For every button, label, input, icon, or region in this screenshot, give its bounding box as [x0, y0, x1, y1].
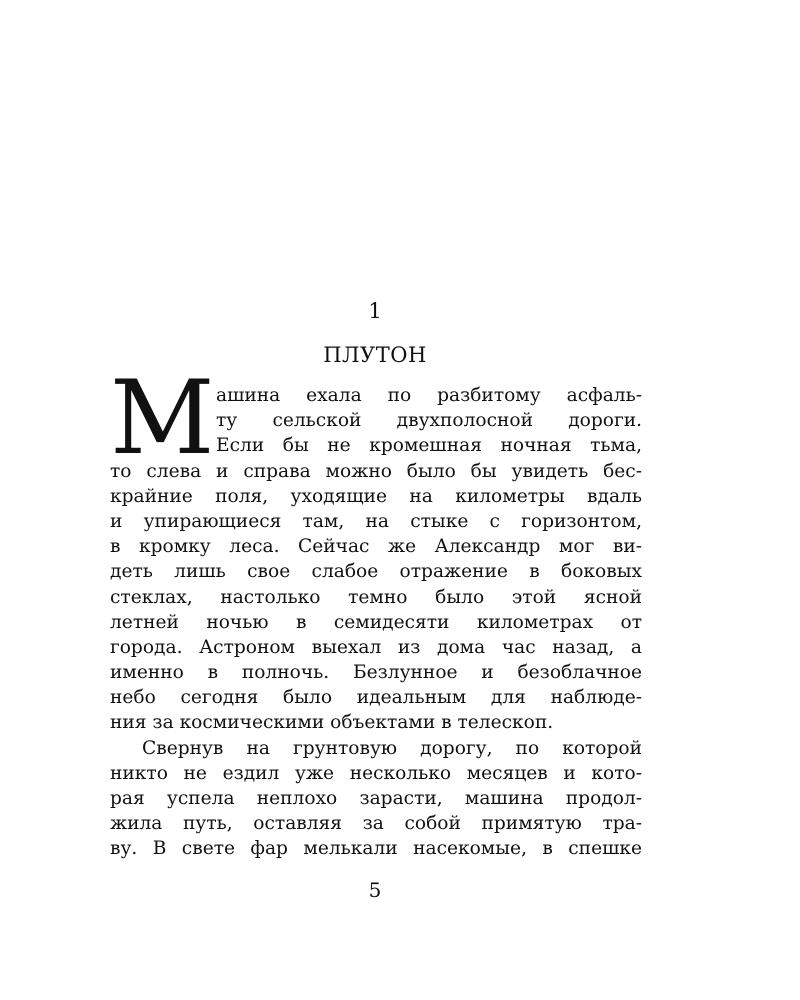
body-text: [110, 383, 642, 862]
page-number: 5: [368, 878, 382, 902]
text-line: крайние поля, уходящие на километры вдаль: [110, 485, 642, 507]
text-line: жила путь, оставляя за собой примятую тра-: [110, 813, 642, 835]
text-line: стеклах, настолько темно было этой ясной: [110, 586, 642, 608]
text-line: деть лишь свое слабое отражение в боковых: [110, 561, 642, 583]
text-line: ашина ехала по разбитому асфаль-: [216, 385, 642, 406]
text-line: в кромку леса. Сейчас же Александр мог ви-: [110, 536, 642, 558]
text-line: Свернув на грунтовую дорогу, по которой: [142, 737, 642, 759]
chapter-title: ПЛУТОН: [323, 343, 427, 367]
text-line: рая успела неплохо зарасти, машина продол-: [110, 788, 642, 809]
text-line: и упирающиеся там, на стыке с горизонтом,: [110, 510, 642, 532]
text-line: ту сельской двухполосной дороги.: [216, 410, 642, 432]
text-line: именно в полночь. Безлунное и безоблачное: [110, 662, 642, 684]
text-line: Если бы не кромешная ночная тьма,: [216, 435, 642, 457]
drop-cap: М: [110, 359, 213, 478]
text-line: небо сегодня было идеальным для наблюде-: [110, 687, 642, 709]
text-line: города. Астроном выехал из дома час назад, а: [110, 636, 642, 658]
text-line: ву. В свете фар мелькали насекомые, в спешке: [110, 838, 642, 860]
text-line: ния за космическими объектами в телескоп.: [110, 712, 554, 734]
text-line: летней ночью в семидесяти километрах от: [110, 611, 642, 633]
text-line: то слева и справа можно было бы увидеть бес-: [110, 460, 642, 482]
text-line: никто не ездил уже несколько месяцев и кото-: [110, 762, 642, 784]
chapter-number: 1: [368, 299, 382, 323]
